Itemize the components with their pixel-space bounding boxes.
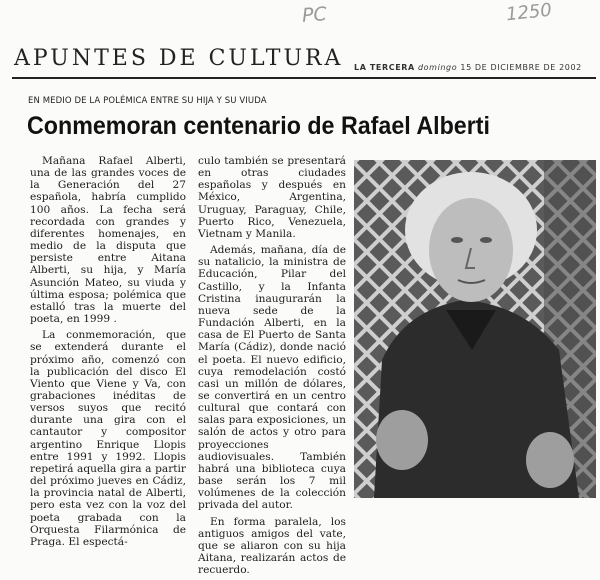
- handwritten-annotation-number: 1250: [505, 0, 553, 26]
- paragraph: En forma paralela, los antiguos amigos del vate, que se aliaron con su hija Aitana, realizarán actos de recuerdo.: [198, 515, 346, 577]
- publication-date: 15 DE DICIEMBRE DE 2002: [460, 63, 582, 72]
- publication-name: LA TERCERA: [354, 63, 415, 72]
- article-column-2: [198, 155, 346, 580]
- masthead: [354, 63, 582, 72]
- portrait-illustration: [354, 160, 596, 498]
- article-kicker: EN MEDIO DE LA POLÉMICA ENTRE SU HIJA Y SU VIUDA: [28, 96, 267, 106]
- paragraph: culo también se presentará en otras ciudades españolas y después en México, Argentina, Uruguay, Paraguay, Chile, Puerto Rico, Venezuela, Vietnam y Manila.: [198, 155, 346, 240]
- article-column-1: [30, 155, 186, 552]
- paragraph: Además, mañana, día de su natalicio, la ministra de Educación, Pilar del Castillo, y la Infanta Cristina inaugurarán la nueva sede de la Fundación Alberti, en la casa de El Puerto de Santa María (Cádiz), donde nació el poeta. El nuevo edificio, cuya remodelación costó casi un millón de dólares, se convertirá en un centro cultural que contará con salas para exposiciones, un salón de actos y otro para proyecciones audiovisuales. También habrá una biblioteca cuya base serán los 7 mil volúmenes de la colección privada del autor.: [198, 244, 346, 512]
- paragraph: La conmemoración, que se extenderá durante el próximo año, comenzó con la publicación del disco El Viento que Viene y Va, con grabaciones inéditas de versos suyos que recitó durante una gira con el cantautor y compositor argentino Enrique Llopis entre 1991 y 1992. Llopis repetirá aquella gira a partir del próximo jueves en Cádiz, la provincia natal de Alberti, pero esta vez con la voz del poeta grabada con la Orquesta Filarmónica de Praga. El espectá-: [30, 329, 186, 548]
- paragraph: Mañana Rafael Alberti, una de las grandes voces de la Generación del 27 española, habría cumplido 100 años. La fecha será recordada con grandes y diferentes homenajes, en medio de la disputa que persiste entre Aitana Alberti, su hija, y María Asunción Mateo, su viuda y última esposa; polémica que estalló tras la muerte del poeta, en 1999 .: [30, 155, 186, 326]
- portrait-photo: [354, 160, 596, 498]
- section-title: APUNTES DE CULTURA: [14, 46, 344, 71]
- section-rule: [12, 77, 596, 79]
- article-headline: Conmemoran centenario de Rafael Alberti: [27, 112, 490, 140]
- handwritten-annotation-pc: PC: [301, 3, 328, 27]
- publication-day: domingo: [418, 63, 458, 72]
